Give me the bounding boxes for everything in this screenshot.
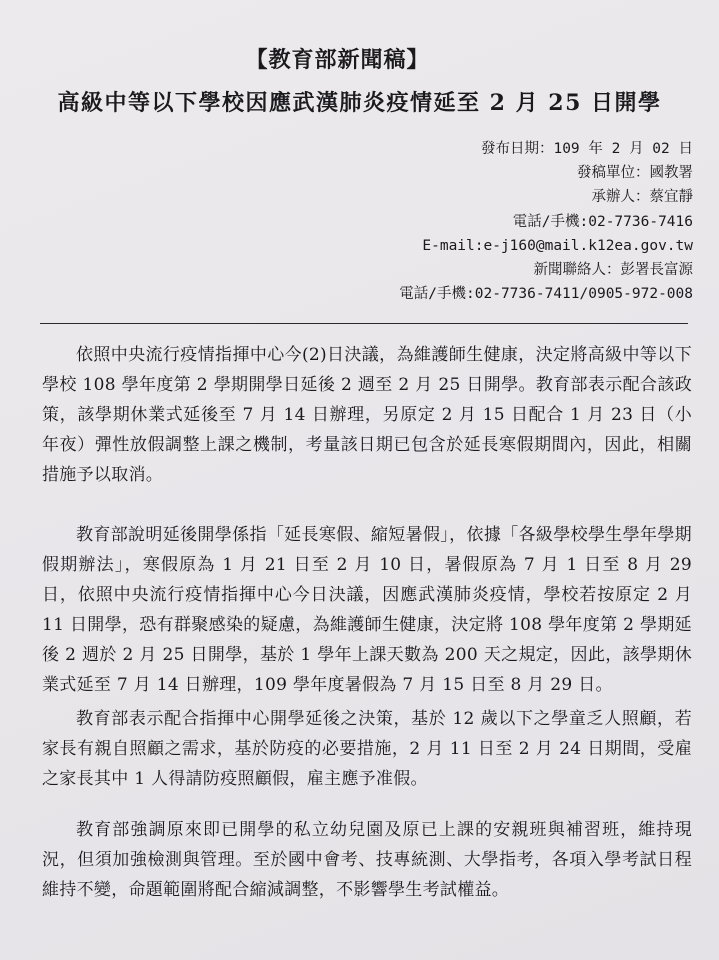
email: E-mail:e-j160@mail.k12ea.gov.tw	[422, 237, 693, 254]
body-paragraph: 教育部說明延後開學係指「延長寒假、縮短暑假」，依據「各級學校學生學年學期假期辦法」，寒假原為 1 月 21 日至 2 月 10 日，暑假原為 7 月 1 日至 8 月 29 日，依照中央流行疫情指揮中心今日決議，因應武漢肺炎疫情，學校若按原定 2 月 11 日開學，恐有群聚感染的疑慮，為維護師生健康，決定將 108 學年度第 2 學期延後 2 週於 2 月 25 日開學，基於 1 學年上課天數為 200 天之規定，因此，該學期休業式延至 7 月 14 日辦理，109 學年度暑假為 7 月 15 日至 8 月 29 日。	[42, 525, 692, 695]
divider	[40, 323, 688, 324]
body-paragraph: 教育部表示配合指揮中心開學延後之決策，基於 12 歲以下之學童乏人照顧，若家長有親自照顧之需求，基於防疫的必要措施，2 月 11 日至 2 月 24 日期間，受雇之家長其中 1 人得請防疫照顧假，雇主應予准假。	[42, 709, 692, 789]
press-contact: 新聞聯絡人：彭署長富源	[533, 262, 693, 279]
press-phone: 電話/手機:02-7736-7411/0905-972-008	[399, 286, 693, 303]
body-paragraph: 依照中央流行疫情指揮中心今(2)日決議，為維護師生健康，決定將高級中等以下學校 108 學年度第 2 學期開學日延後 2 週至 2 月 25 日開學。教育部表示配合該政策，該學期休業式延後至 7 月 14 日辦理，另原定 2 月 15 日配合 1 月 23 日（小年夜）彈性放假調整上課之機制，考量該日期已包含於延長寒假期間內，因此，相關措施予以取消。	[42, 345, 692, 485]
release-metadata	[399, 137, 693, 306]
issuing-unit: 發稿單位：國教署	[577, 165, 693, 182]
document-label: 【教育部新聞稿】	[245, 47, 430, 73]
handler: 承辦人：蔡宜靜	[591, 189, 693, 206]
body-paragraph: 教育部強調原來即已開學的私立幼兒園及原已上課的安親班與補習班，維持現況，但須加強檢測與管理。至於國中會考、技專統測、大學指考，各項入學考試日程維持不變，命題範圍將配合縮減調整，不影響學生考試權益。	[42, 820, 692, 900]
release-date: 發布日期：109 年 2 月 02 日	[480, 141, 693, 157]
phone: 電話/手機:02-7736-7416	[512, 213, 693, 230]
document-title: 高級中等以下學校因應武漢肺炎疫情延至 2 月 25 日開學	[57, 90, 662, 116]
